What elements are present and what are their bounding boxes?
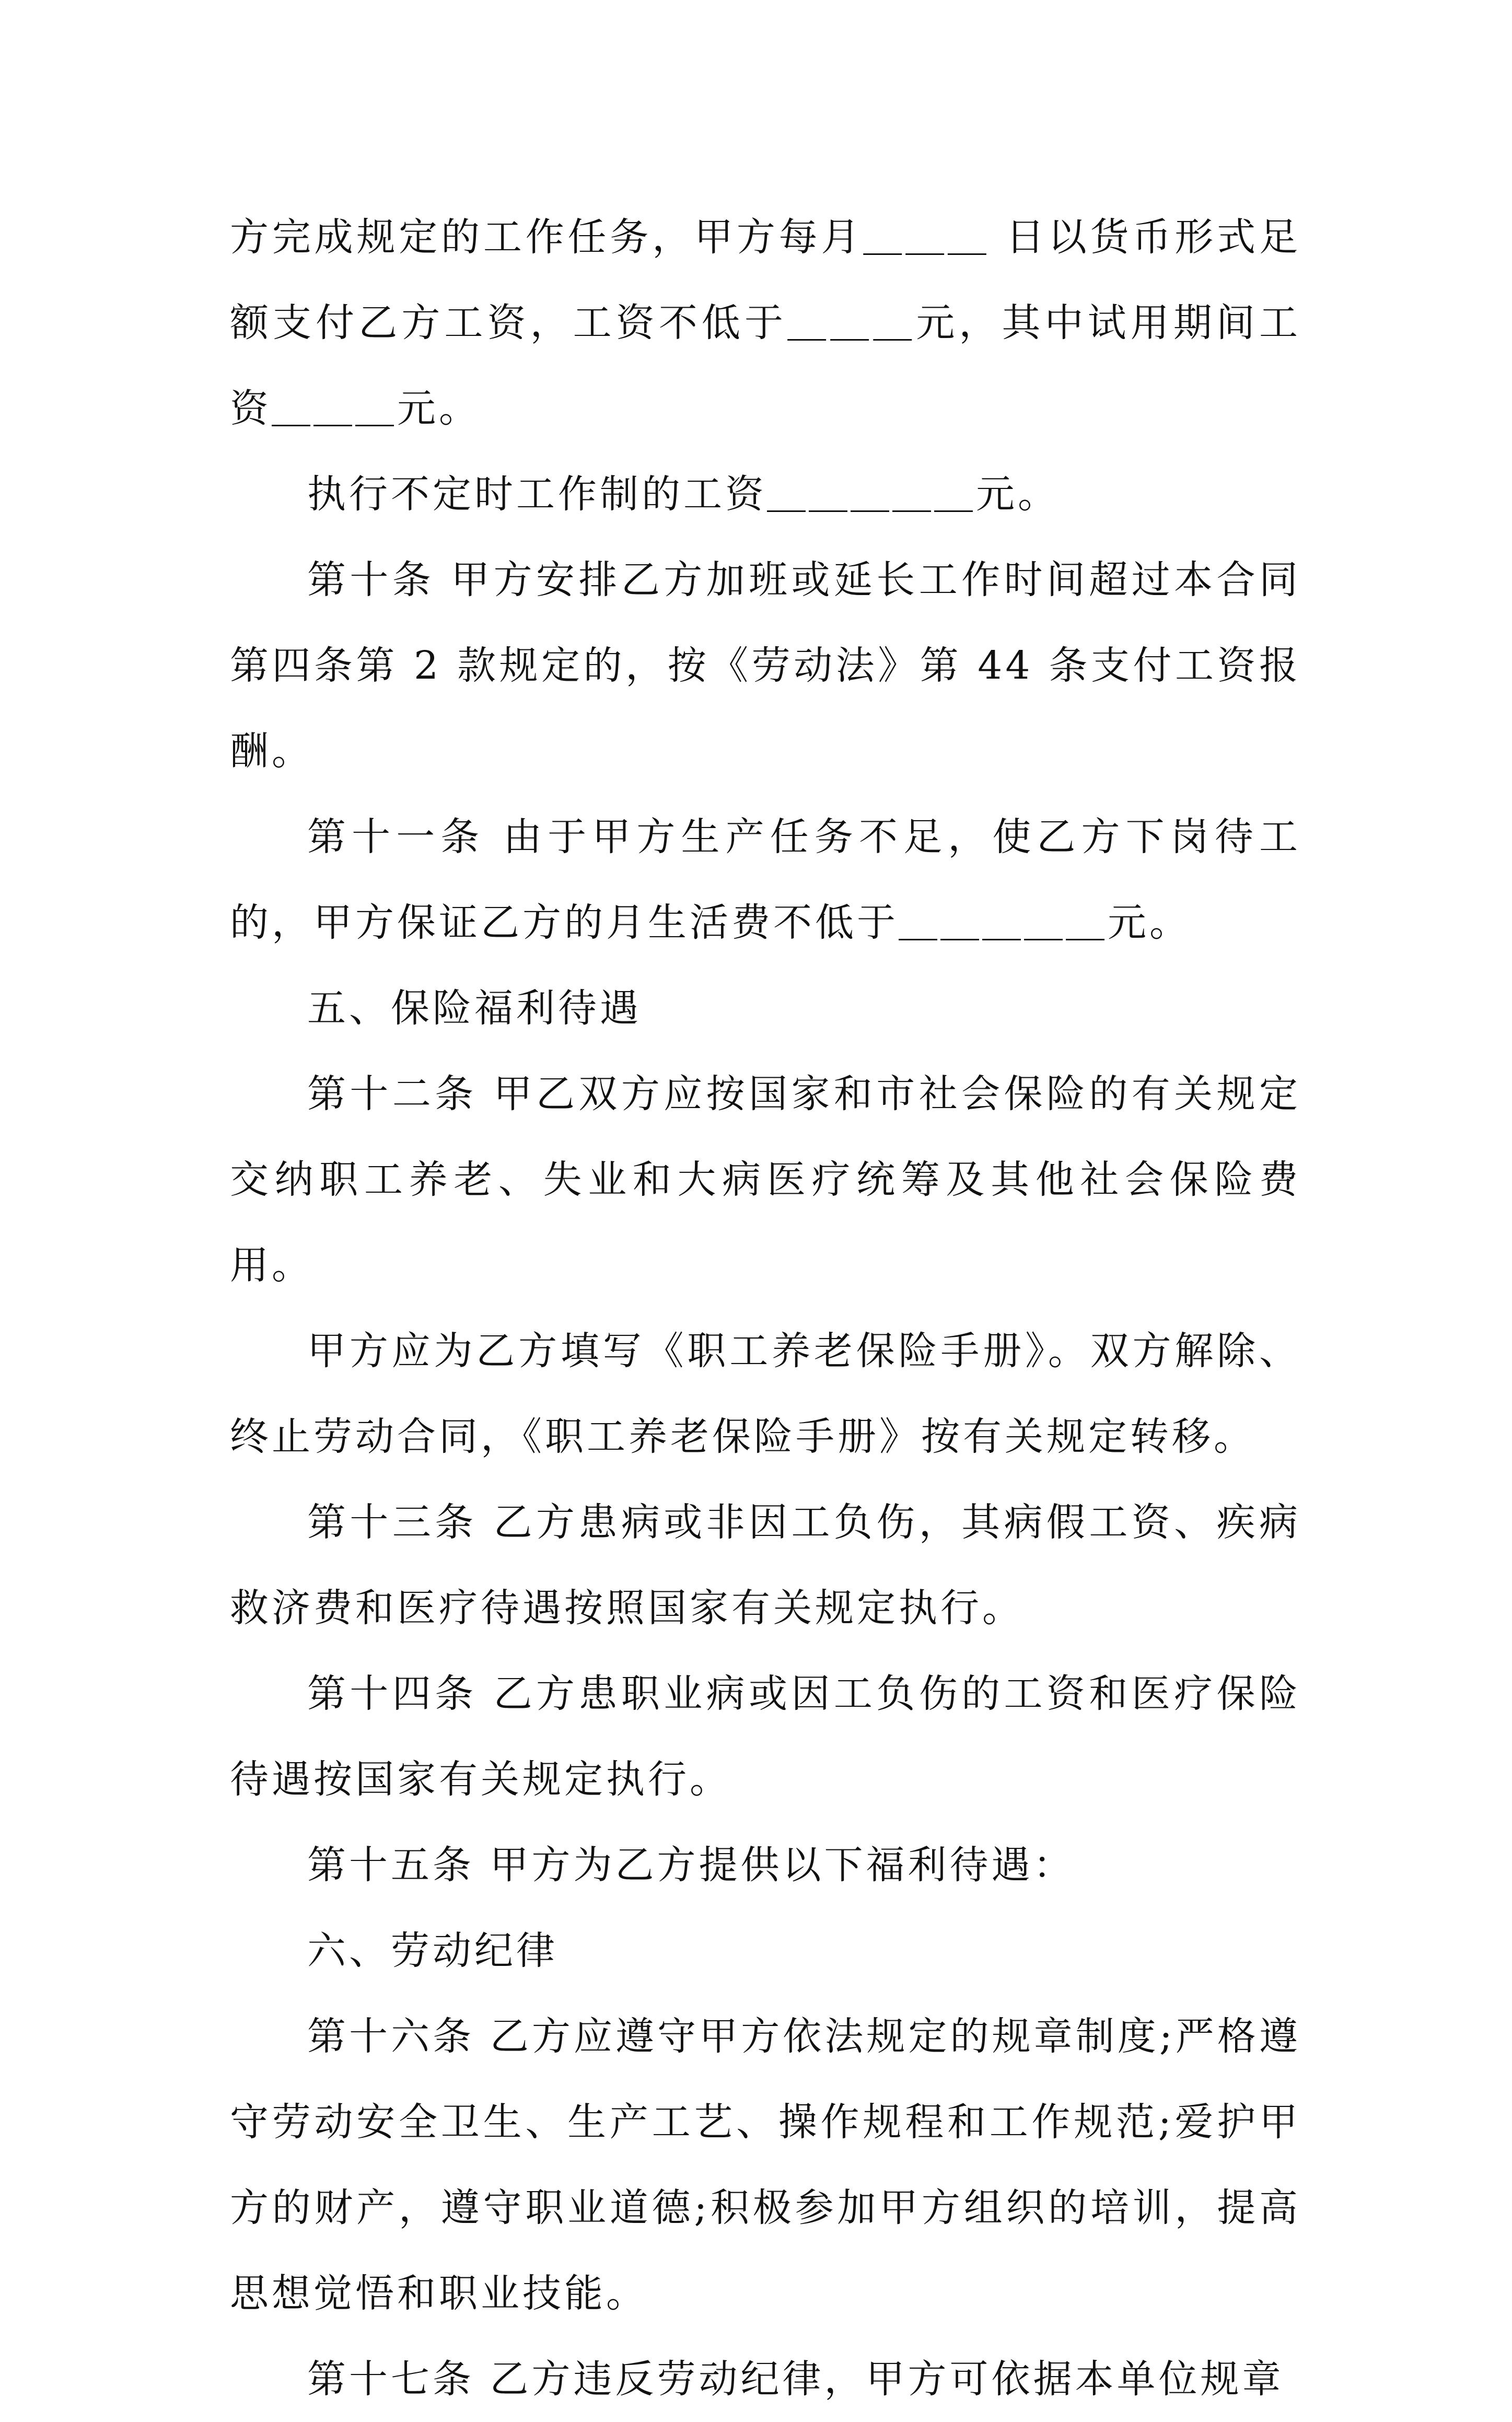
paragraph-article-10: 第十条 甲方安排乙方加班或延长工作时间超过本合同第四条第 2 款规定的，按《劳动法》第 44 条支付工资报酬。 [230, 557, 1301, 774]
section-heading-discipline: 六、劳动纪律 [307, 1928, 558, 1973]
section-heading-insurance: 五、保险福利待遇 [307, 986, 642, 1031]
paragraph-article-13: 第十三条 乙方患病或非因工负伤，其病假工资、疾病救济费和医疗待遇按照国家有关规定执行。 [230, 1500, 1301, 1631]
paragraph-flexible-hours-wage: 执行不定时工作制的工资＿＿＿＿＿元。 [307, 472, 1060, 517]
paragraph-article-12: 第十二条 甲乙双方应按国家和市社会保险的有关规定交纳职工养老、失业和大病医疗统筹及其他社会保险费用。 [230, 1072, 1301, 1288]
document-body [230, 194, 1301, 2422]
paragraph-article-17: 第十七条 乙方违反劳动纪律，甲方可依据本单位规章 [307, 2357, 1284, 2402]
paragraph-wage-payment: 方完成规定的工作任务，甲方每月＿＿＿ 日以货币形式足额支付乙方工资，工资不低于＿＿＿元，其中试用期间工资＿＿＿元。 [230, 215, 1301, 431]
paragraph-pension-handbook: 甲方应为乙方填写《职工养老保险手册》。双方解除、终止劳动合同，《职工养老保险手册》按有关规定转移。 [230, 1329, 1301, 1459]
paragraph-article-16: 第十六条 乙方应遵守甲方依法规定的规章制度;严格遵守劳动安全卫生、生产工艺、操作规程和工作规范;爱护甲方的财产，遵守职业道德;积极参加甲方组织的培训，提高思想觉悟和职业技能。 [230, 2014, 1301, 2316]
paragraph-article-14: 第十四条 乙方患职业病或因工负伤的工资和医疗保险待遇按国家有关规定执行。 [230, 1671, 1301, 1802]
paragraph-article-15: 第十五条 甲方为乙方提供以下福利待遇： [307, 1843, 1075, 1888]
paragraph-article-11: 第十一条 由于甲方生产任务不足，使乙方下岗待工的，甲方保证乙方的月生活费不低于＿＿＿＿＿元。 [230, 814, 1301, 945]
